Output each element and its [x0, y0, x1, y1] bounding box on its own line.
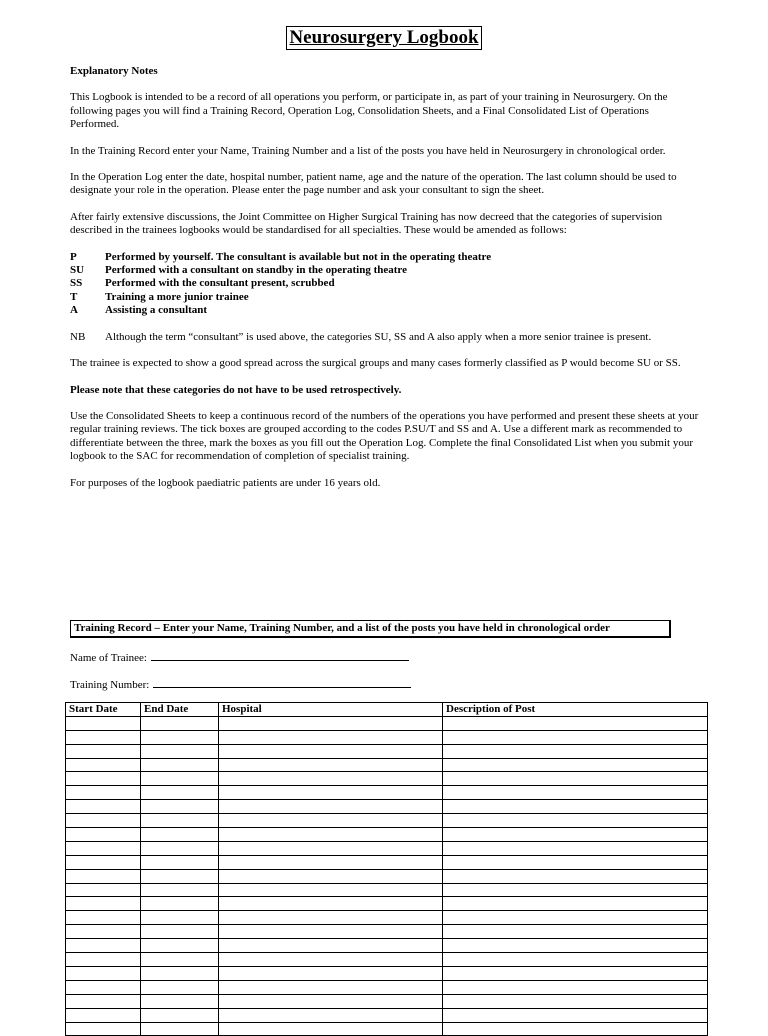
code-description: Performed by yourself. The consultant is available but not in the operating theatre	[105, 250, 492, 263]
table-row	[66, 814, 708, 828]
training-number-line[interactable]	[153, 677, 411, 688]
description-cell[interactable]	[443, 994, 708, 1008]
hospital-cell[interactable]	[219, 994, 443, 1008]
code-label: P	[70, 250, 77, 263]
hospital-cell[interactable]	[219, 730, 443, 744]
hospital-cell[interactable]	[219, 772, 443, 786]
end-date-cell[interactable]	[141, 758, 219, 772]
table-row	[66, 925, 708, 939]
table-row	[66, 855, 708, 869]
description-cell[interactable]	[443, 758, 708, 772]
start-date-cell[interactable]	[66, 911, 141, 925]
training-record-header: Training Record – Enter your Name, Training Number, and a list of the posts you have held in chronological order	[70, 620, 671, 638]
description-cell[interactable]	[443, 1022, 708, 1036]
start-date-cell[interactable]	[66, 786, 141, 800]
end-date-cell[interactable]	[141, 828, 219, 842]
description-cell[interactable]	[443, 883, 708, 897]
trainee-name-field	[70, 650, 409, 665]
table-row	[66, 869, 708, 883]
code-label: SU	[70, 264, 85, 277]
hospital-cell[interactable]	[219, 1022, 443, 1036]
start-date-cell[interactable]	[66, 925, 141, 939]
description-cell[interactable]	[443, 911, 708, 925]
code-description: Training a more junior trainee	[105, 290, 249, 303]
start-date-cell[interactable]	[66, 744, 141, 758]
code-label: SS	[70, 277, 83, 290]
training-number-label: Training Number:	[70, 679, 150, 691]
end-date-cell[interactable]	[141, 1008, 219, 1022]
end-date-cell[interactable]	[141, 1022, 219, 1036]
end-date-cell[interactable]	[141, 925, 219, 939]
description-cell[interactable]	[443, 897, 708, 911]
hospital-cell[interactable]	[219, 786, 443, 800]
start-date-cell[interactable]	[66, 953, 141, 967]
description-cell[interactable]	[443, 855, 708, 869]
code-label: T	[70, 290, 78, 303]
nb-note	[70, 331, 700, 344]
description-cell[interactable]	[443, 800, 708, 814]
table-row	[66, 1022, 708, 1036]
hospital-cell[interactable]	[219, 869, 443, 883]
start-date-cell[interactable]	[66, 814, 141, 828]
end-date-cell[interactable]	[141, 966, 219, 980]
paragraph-supervision: After fairly extensive discussions, the Joint Committee on Higher Surgical Training has now decreed that the categories of supervision described in the trainees logbooks would be standardised for all specialties. These would be amended as follows:	[70, 210, 663, 237]
table-row	[66, 939, 708, 953]
table-row	[66, 744, 708, 758]
hospital-cell[interactable]	[219, 966, 443, 980]
start-date-cell[interactable]	[66, 716, 141, 730]
end-date-cell[interactable]	[141, 814, 219, 828]
hospital-cell[interactable]	[219, 883, 443, 897]
column-header-description: Description of Post	[443, 703, 708, 717]
end-date-cell[interactable]	[141, 911, 219, 925]
description-cell[interactable]	[443, 925, 708, 939]
code-row-ss	[70, 277, 700, 290]
table-row	[66, 994, 708, 1008]
start-date-cell[interactable]	[66, 1008, 141, 1022]
paragraph-operation-log: In the Operation Log enter the date, hospital number, patient name, age and the nature of the operation. The last column should be used to designate your role in the operation. Please enter the page number and ask your consultant to sign the sheet.	[70, 171, 677, 197]
end-date-cell[interactable]	[141, 939, 219, 953]
paragraph-consolidated-sheets: Use the Consolidated Sheets to keep a continuous record of the numbers of the operations you have performed and present these sheets at your regular training reviews. The tick boxes are grouped according to the codes P.SU/T and SS and A. Use a different mark as recommended to differentiate between the three, mark the boxes as you fill out the Operation Log. Complete the final Consolidated List when you submit your logbook to the SAC for recommendation of completion of specialist training.	[70, 409, 699, 463]
table-row	[66, 841, 708, 855]
description-cell[interactable]	[443, 841, 708, 855]
paragraph-retrospective-note: Please note that these categories do not have to be used retrospectively.	[70, 383, 402, 396]
table-header-row	[66, 703, 708, 717]
page-title: Neurosurgery Logbook	[286, 26, 481, 50]
table-row	[66, 883, 708, 897]
hospital-cell[interactable]	[219, 744, 443, 758]
end-date-cell[interactable]	[141, 744, 219, 758]
description-cell[interactable]	[443, 772, 708, 786]
paragraph-spread: The trainee is expected to show a good spread across the surgical groups and many cases formerly classified as P would become SU or SS.	[70, 357, 681, 370]
description-cell[interactable]	[443, 980, 708, 994]
code-row-p	[70, 251, 700, 264]
description-cell[interactable]	[443, 814, 708, 828]
column-header-hospital: Hospital	[219, 703, 443, 717]
hospital-cell[interactable]	[219, 1008, 443, 1022]
description-cell[interactable]	[443, 828, 708, 842]
title-wrap	[0, 26, 768, 50]
hospital-cell[interactable]	[219, 911, 443, 925]
code-row-su	[70, 264, 700, 277]
table-row	[66, 980, 708, 994]
start-date-cell[interactable]	[66, 855, 141, 869]
training-record-body	[66, 716, 708, 1035]
table-row	[66, 828, 708, 842]
hospital-cell[interactable]	[219, 953, 443, 967]
end-date-cell[interactable]	[141, 730, 219, 744]
paragraph-paediatric: For purposes of the logbook paediatric patients are under 16 years old.	[70, 476, 381, 489]
table-row	[66, 953, 708, 967]
table-row	[66, 786, 708, 800]
paragraph-intro: This Logbook is intended to be a record of all operations you perform, or participate in, as part of your training in Neurosurgery. On the following pages you will find a Training Record, Operation Log, Consolidation Sheets, and a Final Consolidated List of Operations Performed.	[70, 91, 668, 131]
table-row	[66, 730, 708, 744]
description-cell[interactable]	[443, 966, 708, 980]
trainee-name-label: Name of Trainee:	[70, 652, 147, 664]
column-header-end-date: End Date	[141, 703, 219, 717]
code-row-a	[70, 304, 700, 317]
end-date-cell[interactable]	[141, 980, 219, 994]
notes-heading: Explanatory Notes	[70, 65, 158, 77]
start-date-cell[interactable]	[66, 939, 141, 953]
table-row	[66, 716, 708, 730]
end-date-cell[interactable]	[141, 953, 219, 967]
table-row	[66, 800, 708, 814]
hospital-cell[interactable]	[219, 800, 443, 814]
start-date-cell[interactable]	[66, 883, 141, 897]
hospital-cell[interactable]	[219, 855, 443, 869]
start-date-cell[interactable]	[66, 758, 141, 772]
hospital-cell[interactable]	[219, 939, 443, 953]
table-row	[66, 897, 708, 911]
supervision-codes	[70, 251, 700, 318]
code-row-t	[70, 291, 700, 304]
table-row	[66, 911, 708, 925]
end-date-cell[interactable]	[141, 786, 219, 800]
end-date-cell[interactable]	[141, 897, 219, 911]
hospital-cell[interactable]	[219, 814, 443, 828]
start-date-cell[interactable]	[66, 828, 141, 842]
code-description: Performed with the consultant present, scrubbed	[105, 277, 335, 290]
hospital-cell[interactable]	[219, 716, 443, 730]
start-date-cell[interactable]	[66, 869, 141, 883]
start-date-cell[interactable]	[66, 800, 141, 814]
hospital-cell[interactable]	[219, 841, 443, 855]
training-number-field	[70, 677, 411, 692]
table-row	[66, 1008, 708, 1022]
description-cell[interactable]	[443, 869, 708, 883]
hospital-cell[interactable]	[219, 925, 443, 939]
table-row	[66, 758, 708, 772]
description-cell[interactable]	[443, 730, 708, 744]
start-date-cell[interactable]	[66, 980, 141, 994]
code-label: A	[70, 304, 78, 317]
table-row	[66, 772, 708, 786]
hospital-cell[interactable]	[219, 758, 443, 772]
description-cell[interactable]	[443, 744, 708, 758]
description-cell[interactable]	[443, 1008, 708, 1022]
end-date-cell[interactable]	[141, 800, 219, 814]
paragraph-training-record: In the Training Record enter your Name, Training Number and a list of the posts you have held in Neurosurgery in chronological order.	[70, 144, 666, 157]
end-date-cell[interactable]	[141, 994, 219, 1008]
start-date-cell[interactable]	[66, 994, 141, 1008]
table-row	[66, 966, 708, 980]
start-date-cell[interactable]	[66, 772, 141, 786]
trainee-name-line[interactable]	[151, 650, 409, 661]
description-cell[interactable]	[443, 939, 708, 953]
start-date-cell[interactable]	[66, 841, 141, 855]
end-date-cell[interactable]	[141, 772, 219, 786]
start-date-cell[interactable]	[66, 1022, 141, 1036]
description-cell[interactable]	[443, 786, 708, 800]
description-cell[interactable]	[443, 953, 708, 967]
hospital-cell[interactable]	[219, 980, 443, 994]
explanatory-notes	[70, 65, 700, 503]
description-cell[interactable]	[443, 716, 708, 730]
nb-label: NB	[70, 330, 86, 343]
end-date-cell[interactable]	[141, 855, 219, 869]
nb-text: Although the term “consultant” is used above, the categories SU, SS and A also apply when a more senior trainee is present.	[105, 330, 652, 343]
column-header-start-date: Start Date	[66, 703, 141, 717]
end-date-cell[interactable]	[141, 883, 219, 897]
code-description: Performed with a consultant on standby in the operating theatre	[105, 264, 407, 277]
start-date-cell[interactable]	[66, 966, 141, 980]
start-date-cell[interactable]	[66, 730, 141, 744]
end-date-cell[interactable]	[141, 869, 219, 883]
hospital-cell[interactable]	[219, 828, 443, 842]
code-description: Assisting a consultant	[105, 304, 208, 317]
training-record-table	[65, 702, 708, 1036]
hospital-cell[interactable]	[219, 897, 443, 911]
end-date-cell[interactable]	[141, 716, 219, 730]
end-date-cell[interactable]	[141, 841, 219, 855]
start-date-cell[interactable]	[66, 897, 141, 911]
